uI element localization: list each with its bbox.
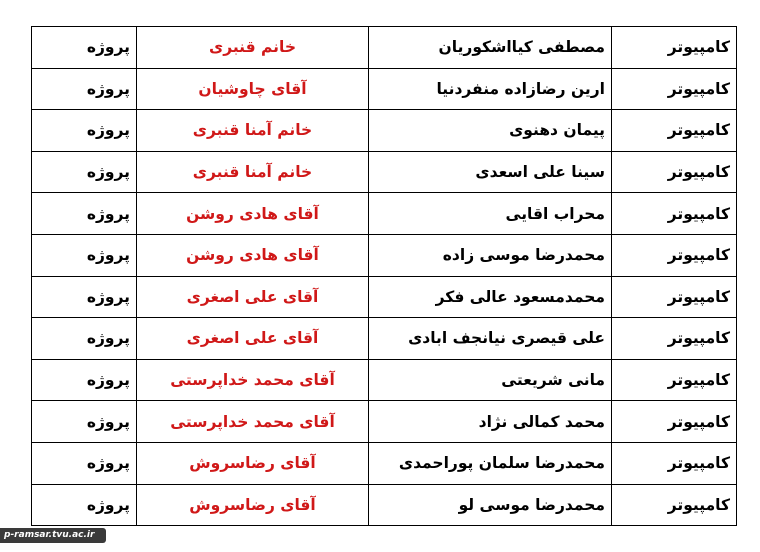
supervisor-cell: آقای علی اصغری: [137, 318, 369, 360]
supervisor-cell: آقای محمد خداپرستی: [137, 401, 369, 443]
student-name-cell: مانی شریعتی: [369, 359, 612, 401]
field-cell: کامپیوتر: [612, 68, 737, 110]
student-name-cell: محراب اقایی: [369, 193, 612, 235]
student-name-cell: محمدرضا موسی لو: [369, 484, 612, 526]
field-cell: کامپیوتر: [612, 442, 737, 484]
type-cell: پروژه: [32, 401, 137, 443]
type-cell: پروژه: [32, 234, 137, 276]
table-row: [32, 276, 737, 318]
field-cell: کامپیوتر: [612, 110, 737, 152]
type-cell: پروژه: [32, 151, 137, 193]
type-cell: پروژه: [32, 110, 137, 152]
supervisor-cell: آقای هادی روشن: [137, 193, 369, 235]
student-name-cell: مصطفی کیااشکوریان: [369, 27, 612, 69]
watermark-text: p-ramsar.tvu.ac.ir: [4, 530, 95, 540]
student-name-cell: محمدرضا موسی زاده: [369, 234, 612, 276]
table-row: [32, 401, 737, 443]
supervisor-cell: خانم قنبری: [137, 27, 369, 69]
table-row: [32, 442, 737, 484]
supervisor-cell: خانم آمنا قنبری: [137, 110, 369, 152]
field-cell: کامپیوتر: [612, 484, 737, 526]
supervisor-cell: آقای محمد خداپرستی: [137, 359, 369, 401]
student-name-cell: سینا علی اسعدی: [369, 151, 612, 193]
type-cell: پروژه: [32, 276, 137, 318]
supervisor-cell: آقای هادی روشن: [137, 234, 369, 276]
table-row: [32, 193, 737, 235]
field-cell: کامپیوتر: [612, 359, 737, 401]
student-name-cell: پیمان دهنوی: [369, 110, 612, 152]
field-cell: کامپیوتر: [612, 401, 737, 443]
table-row: [32, 27, 737, 69]
supervisor-cell: خانم آمنا قنبری: [137, 151, 369, 193]
type-cell: پروژه: [32, 484, 137, 526]
table-row: [32, 234, 737, 276]
table-row: [32, 484, 737, 526]
table-row: [32, 151, 737, 193]
field-cell: کامپیوتر: [612, 193, 737, 235]
table-row: [32, 318, 737, 360]
site-watermark: [0, 528, 106, 543]
table-row: [32, 359, 737, 401]
table-body: [32, 27, 737, 526]
assignment-table-container: [31, 26, 732, 526]
supervisor-cell: آقای رضاسروش: [137, 442, 369, 484]
student-name-cell: محمد کمالی نژاد: [369, 401, 612, 443]
table-row: [32, 68, 737, 110]
student-name-cell: محمدمسعود عالی فکر: [369, 276, 612, 318]
field-cell: کامپیوتر: [612, 234, 737, 276]
table-row: [32, 110, 737, 152]
type-cell: پروژه: [32, 27, 137, 69]
type-cell: پروژه: [32, 68, 137, 110]
student-name-cell: ارین رضازاده منفردنیا: [369, 68, 612, 110]
field-cell: کامپیوتر: [612, 151, 737, 193]
supervisor-cell: آقای رضاسروش: [137, 484, 369, 526]
student-name-cell: محمدرضا سلمان پوراحمدی: [369, 442, 612, 484]
supervisor-cell: آقای علی اصغری: [137, 276, 369, 318]
field-cell: کامپیوتر: [612, 27, 737, 69]
type-cell: پروژه: [32, 442, 137, 484]
field-cell: کامپیوتر: [612, 276, 737, 318]
type-cell: پروژه: [32, 318, 137, 360]
type-cell: پروژه: [32, 359, 137, 401]
supervisor-cell: آقای چاوشیان: [137, 68, 369, 110]
student-name-cell: علی قیصری نیانجف ابادی: [369, 318, 612, 360]
assignment-table: [31, 26, 737, 526]
type-cell: پروژه: [32, 193, 137, 235]
field-cell: کامپیوتر: [612, 318, 737, 360]
